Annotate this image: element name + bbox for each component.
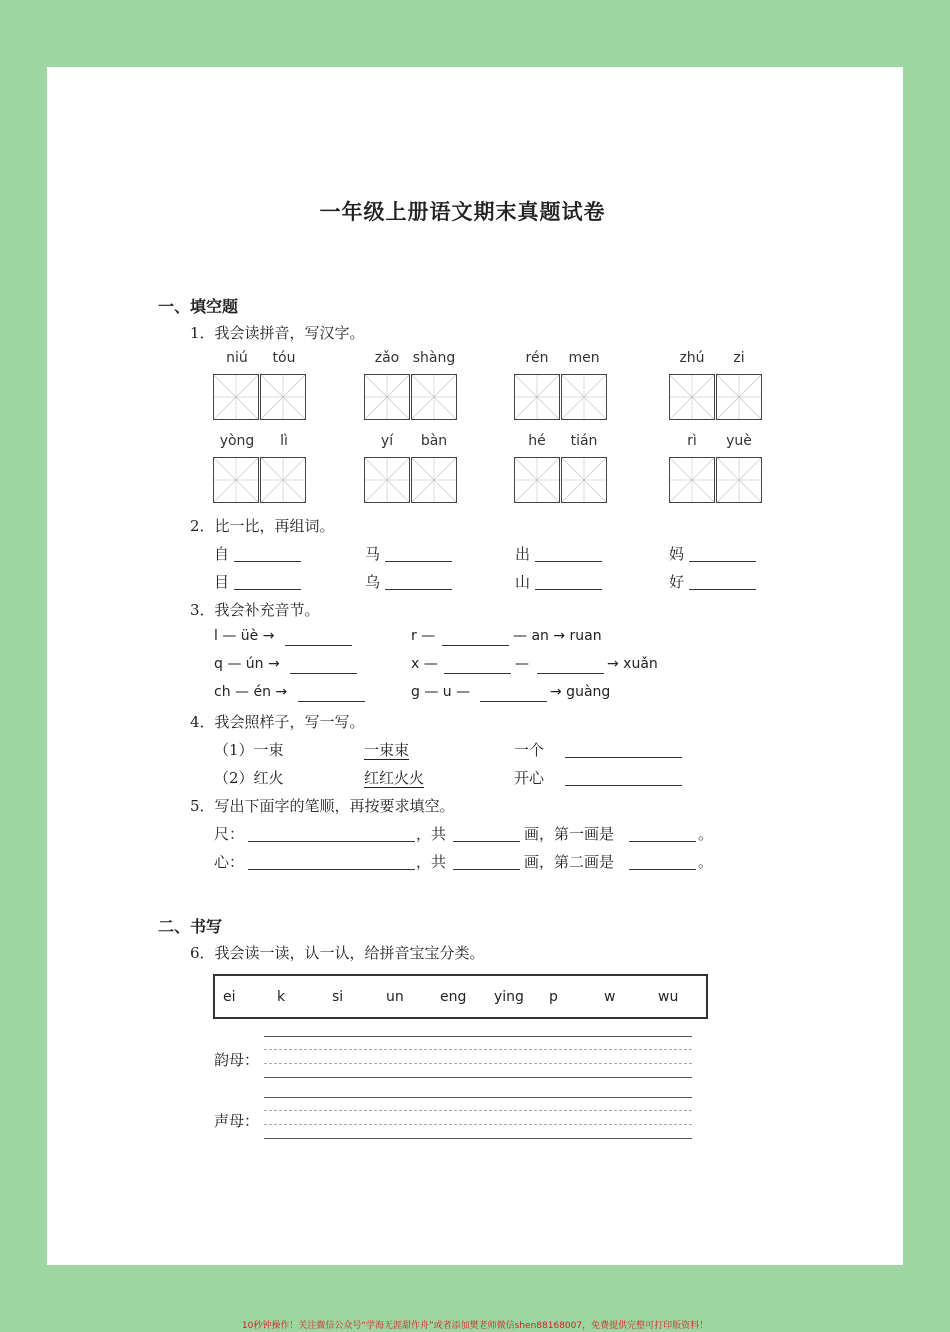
- answer-blank[interactable]: [629, 840, 696, 842]
- writing-line[interactable]: [264, 1097, 692, 1098]
- pinyin: shàng: [412, 350, 456, 366]
- writing-grid-box[interactable]: [514, 374, 560, 420]
- writing-line-guide: [264, 1124, 692, 1125]
- answer-blank[interactable]: [629, 868, 696, 870]
- answer-blank[interactable]: [248, 868, 415, 870]
- writing-grid-box[interactable]: [260, 374, 306, 420]
- char-prompt: 目: [214, 573, 230, 591]
- writing-grid-box[interactable]: [411, 457, 457, 503]
- question-2: 2．比一比，再组词。: [190, 517, 335, 535]
- answer-blank[interactable]: [290, 672, 357, 674]
- answer-blank[interactable]: [234, 560, 301, 562]
- question-1: 1．我会读拼音，写汉字。: [190, 324, 365, 342]
- pinyin: lì: [280, 433, 288, 449]
- pinyin-item: p: [549, 989, 558, 1005]
- worksheet-paper: [47, 67, 903, 1265]
- stroke-prompt: 画，第一画是: [524, 825, 615, 843]
- word-prompt: 一个: [514, 741, 545, 759]
- pinyin-item: si: [332, 989, 344, 1005]
- pinyin: yí: [380, 433, 394, 449]
- syllable-prompt: l — üè →: [214, 628, 275, 644]
- char-prompt: 马: [365, 545, 381, 563]
- answer-blank[interactable]: [537, 672, 604, 674]
- pinyin: rì: [687, 433, 697, 449]
- question-3: 3．我会补充音节。: [190, 601, 320, 619]
- writing-line[interactable]: [264, 1077, 692, 1078]
- pinyin-item: wu: [658, 989, 679, 1005]
- yunmu-label: 韵母：: [214, 1051, 260, 1069]
- word-prompt: 开心: [514, 769, 545, 787]
- answer-blank[interactable]: [689, 560, 756, 562]
- example-word: （1）一束: [214, 741, 284, 759]
- answer-blank[interactable]: [480, 700, 547, 702]
- answer-blank[interactable]: [565, 784, 682, 786]
- writing-grid-box[interactable]: [213, 374, 259, 420]
- question-5: 5．写出下面字的笔顺，再按要求填空。: [190, 797, 455, 815]
- writing-grid-box[interactable]: [669, 457, 715, 503]
- syllable-prompt: —: [515, 656, 529, 672]
- pinyin: yòng: [219, 433, 255, 449]
- pinyin: zhú: [679, 350, 705, 366]
- writing-grid-box[interactable]: [411, 374, 457, 420]
- example-answer: 一束束: [364, 741, 410, 759]
- char-prompt: 妈: [669, 545, 685, 563]
- syllable-prompt: — an → ruan: [513, 628, 602, 644]
- stroke-prompt: 画，第二画是: [524, 853, 615, 871]
- answer-blank[interactable]: [442, 644, 509, 646]
- syllable-prompt: → guàng: [550, 684, 611, 700]
- answer-blank[interactable]: [285, 644, 352, 646]
- answer-blank[interactable]: [689, 588, 756, 590]
- question-6: 6．我会读一读，认一认，给拼音宝宝分类。: [190, 944, 485, 962]
- answer-blank[interactable]: [565, 756, 682, 758]
- answer-blank[interactable]: [298, 700, 365, 702]
- writing-grid-box[interactable]: [561, 457, 607, 503]
- answer-blank[interactable]: [248, 840, 415, 842]
- writing-grid-box[interactable]: [213, 457, 259, 503]
- pinyin: men: [568, 350, 600, 366]
- page-title: 一年级上册语文期末真题试卷: [319, 200, 606, 224]
- answer-blank[interactable]: [535, 588, 602, 590]
- char-prompt: 乌: [365, 573, 381, 591]
- pinyin: tián: [570, 433, 598, 449]
- char-prompt: 好: [669, 573, 685, 591]
- pinyin-item: ying: [494, 989, 524, 1005]
- example-word: （2）红火: [214, 769, 284, 787]
- pinyin-item: eng: [440, 989, 467, 1005]
- pinyin: zi: [733, 350, 745, 366]
- answer-blank[interactable]: [453, 840, 520, 842]
- writing-grid-box[interactable]: [561, 374, 607, 420]
- syllable-prompt: q — ún →: [214, 656, 280, 672]
- writing-grid-box[interactable]: [716, 374, 762, 420]
- pinyin-item: ei: [223, 989, 236, 1005]
- writing-grid-box[interactable]: [260, 457, 306, 503]
- writing-line-guide: [264, 1063, 692, 1064]
- syllable-prompt: → xuǎn: [607, 656, 658, 672]
- shengmu-label: 声母：: [214, 1112, 260, 1130]
- writing-line[interactable]: [264, 1036, 692, 1037]
- char-prompt: 出: [515, 545, 531, 563]
- writing-line-guide: [264, 1110, 692, 1111]
- pinyin: yuè: [726, 433, 752, 449]
- answer-blank[interactable]: [535, 560, 602, 562]
- writing-grid-box[interactable]: [514, 457, 560, 503]
- pinyin-item: k: [277, 989, 286, 1005]
- stroke-prompt: 心：: [214, 853, 245, 871]
- stroke-prompt: 。: [698, 853, 714, 871]
- stroke-prompt: 尺：: [214, 825, 245, 843]
- pinyin: hé: [528, 433, 546, 449]
- answer-blank[interactable]: [385, 560, 452, 562]
- footer-promo: 10秒钟操作！关注微信公众号“学海无涯甜作舟”或者添加樊老师微信shen88168007，免费提供完整可打印版资料！: [241, 1321, 709, 1331]
- stroke-prompt: 。: [698, 825, 714, 843]
- pinyin: rén: [525, 350, 549, 366]
- pinyin: bàn: [420, 433, 448, 449]
- pinyin: tóu: [272, 350, 296, 366]
- syllable-prompt: ch — én →: [214, 684, 288, 700]
- pinyin-item: un: [386, 989, 404, 1005]
- pinyin: niú: [226, 350, 248, 366]
- question-4: 4．我会照样子，写一写。: [190, 713, 365, 731]
- writing-line[interactable]: [264, 1138, 692, 1139]
- syllable-prompt: x —: [411, 656, 438, 672]
- section-fill-in: 一、填空题: [158, 297, 239, 316]
- writing-grid-box[interactable]: [669, 374, 715, 420]
- char-prompt: 山: [515, 573, 531, 591]
- pinyin: zǎo: [374, 350, 400, 366]
- pinyin-item: w: [604, 989, 616, 1005]
- section-writing: 二、书写: [158, 917, 223, 936]
- stroke-prompt: ，共: [416, 825, 447, 843]
- example-answer: 红红火火: [364, 769, 425, 787]
- pinyin-box: [213, 974, 708, 1019]
- stroke-prompt: ，共: [416, 853, 447, 871]
- writing-grid-box[interactable]: [364, 374, 410, 420]
- answer-blank[interactable]: [385, 588, 452, 590]
- syllable-prompt: g — u —: [411, 684, 471, 700]
- writing-grid-box[interactable]: [716, 457, 762, 503]
- answer-blank[interactable]: [234, 588, 301, 590]
- syllable-prompt: r —: [411, 628, 436, 644]
- char-prompt: 自: [214, 545, 230, 563]
- writing-line-guide: [264, 1049, 692, 1050]
- answer-blank[interactable]: [444, 672, 511, 674]
- writing-grid-box[interactable]: [364, 457, 410, 503]
- answer-blank[interactable]: [453, 868, 520, 870]
